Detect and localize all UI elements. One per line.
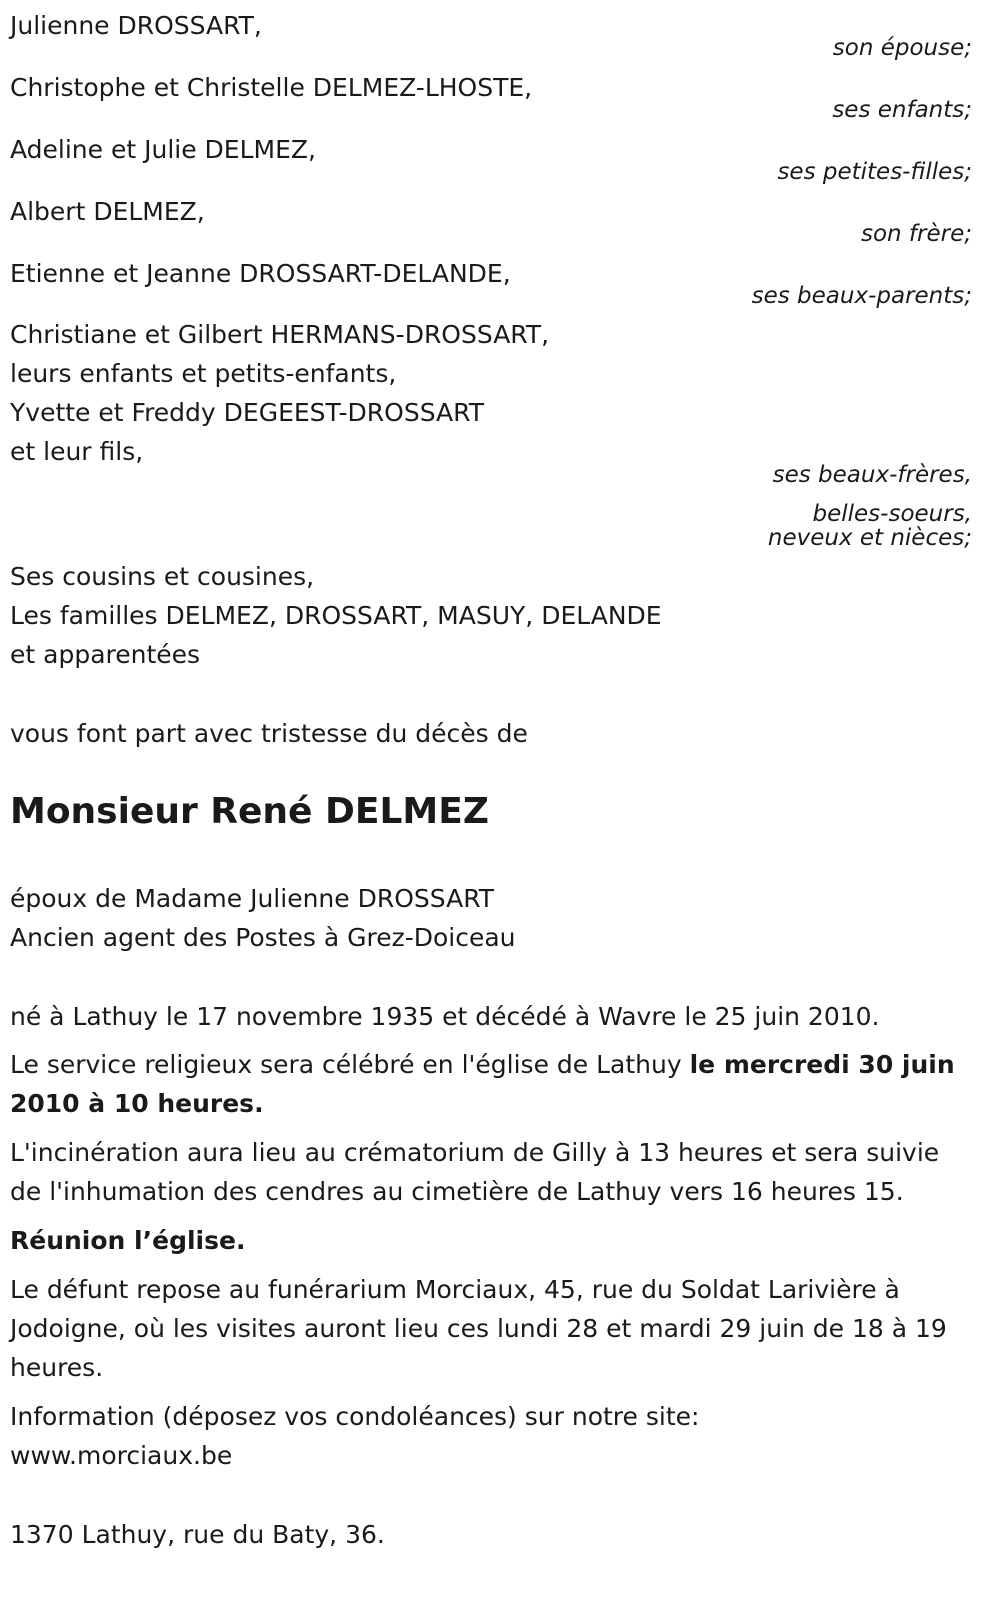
service-date-time: le mercredi 30 juin 2010 à 10 heures.: [10, 1050, 955, 1118]
family-name: Etienne et Jeanne DROSSART-DELANDE,: [10, 259, 511, 288]
spouse-line: époux de Madame Julienne DROSSART: [10, 884, 495, 913]
siblings-line: leurs enfants et petits-enfants,: [10, 359, 397, 388]
meeting-text: Réunion l’église.: [10, 1226, 246, 1255]
family-name: Christophe et Christelle DELMEZ-LHOSTE,: [10, 73, 533, 102]
deceased-info: [10, 879, 975, 957]
occupation-line: Ancien agent des Postes à Grez-Doiceau: [10, 923, 516, 952]
service-text: [10, 1045, 975, 1123]
announcement-text: vous font part avec tristesse du décès de: [10, 719, 528, 748]
cousins-line: Les familles DELMEZ, DROSSART, MASUY, DELANDE: [10, 601, 662, 630]
family-name: Albert DELMEZ,: [10, 197, 205, 226]
siblings-line: et leur fils,: [10, 437, 144, 466]
viewing-text: Le défunt repose au funérarium Morciaux, 45, rue du Soldat Larivière à Jodoigne, où les visites auront lieu ces lundi 28 et mardi 29 juin de 18 à 19 heures.: [10, 1275, 947, 1382]
cousins-block: [10, 557, 975, 674]
deceased-name: Monsieur René DELMEZ: [10, 791, 489, 832]
cousins-line: Ses cousins et cousines,: [10, 562, 315, 591]
family-relation: ses enfants;: [832, 97, 972, 123]
siblings-in-law-relation-2: [768, 502, 972, 550]
family-relation: ses petites-filles;: [777, 159, 972, 185]
information-block: [10, 1397, 975, 1475]
family-relation: son frère;: [860, 221, 972, 247]
cousins-line: et apparentées: [10, 640, 201, 669]
relation-line: belles-soeurs,: [812, 501, 972, 527]
family-name: Adeline et Julie DELMEZ,: [10, 135, 316, 164]
address-text: 1370 Lathuy, rue du Baty, 36.: [10, 1520, 385, 1549]
birth-death-text: né à Lathuy le 17 novembre 1935 et décédé à Wavre le 25 juin 2010.: [10, 1002, 880, 1031]
cremation-text: L'incinération aura lieu au crématorium de Gilly à 13 heures et sera suivie de l'inhumation des cendres au cimetière de Lathuy vers 16 heures 15.: [10, 1138, 940, 1206]
family-name: Julienne DROSSART,: [10, 11, 262, 40]
siblings-in-law-relation: [773, 463, 972, 487]
siblings-line: Christiane et Gilbert HERMANS-DROSSART,: [10, 320, 550, 349]
siblings-in-law-names: [10, 315, 975, 471]
siblings-line: Yvette et Freddy DEGEEST-DROSSART: [10, 398, 484, 427]
information-text: Information (déposez vos condoléances) sur notre site:: [10, 1402, 700, 1431]
relation-line: ses beaux-frères,: [772, 462, 972, 488]
service-intro: Le service religieux sera célébré en l'église de Lathuy: [10, 1050, 690, 1079]
relation-line: neveux et nièces;: [767, 525, 972, 551]
website-link[interactable]: www.morciaux.be: [10, 1441, 233, 1470]
family-relation: ses beaux-parents;: [751, 283, 972, 309]
family-relation: son épouse;: [832, 35, 972, 61]
